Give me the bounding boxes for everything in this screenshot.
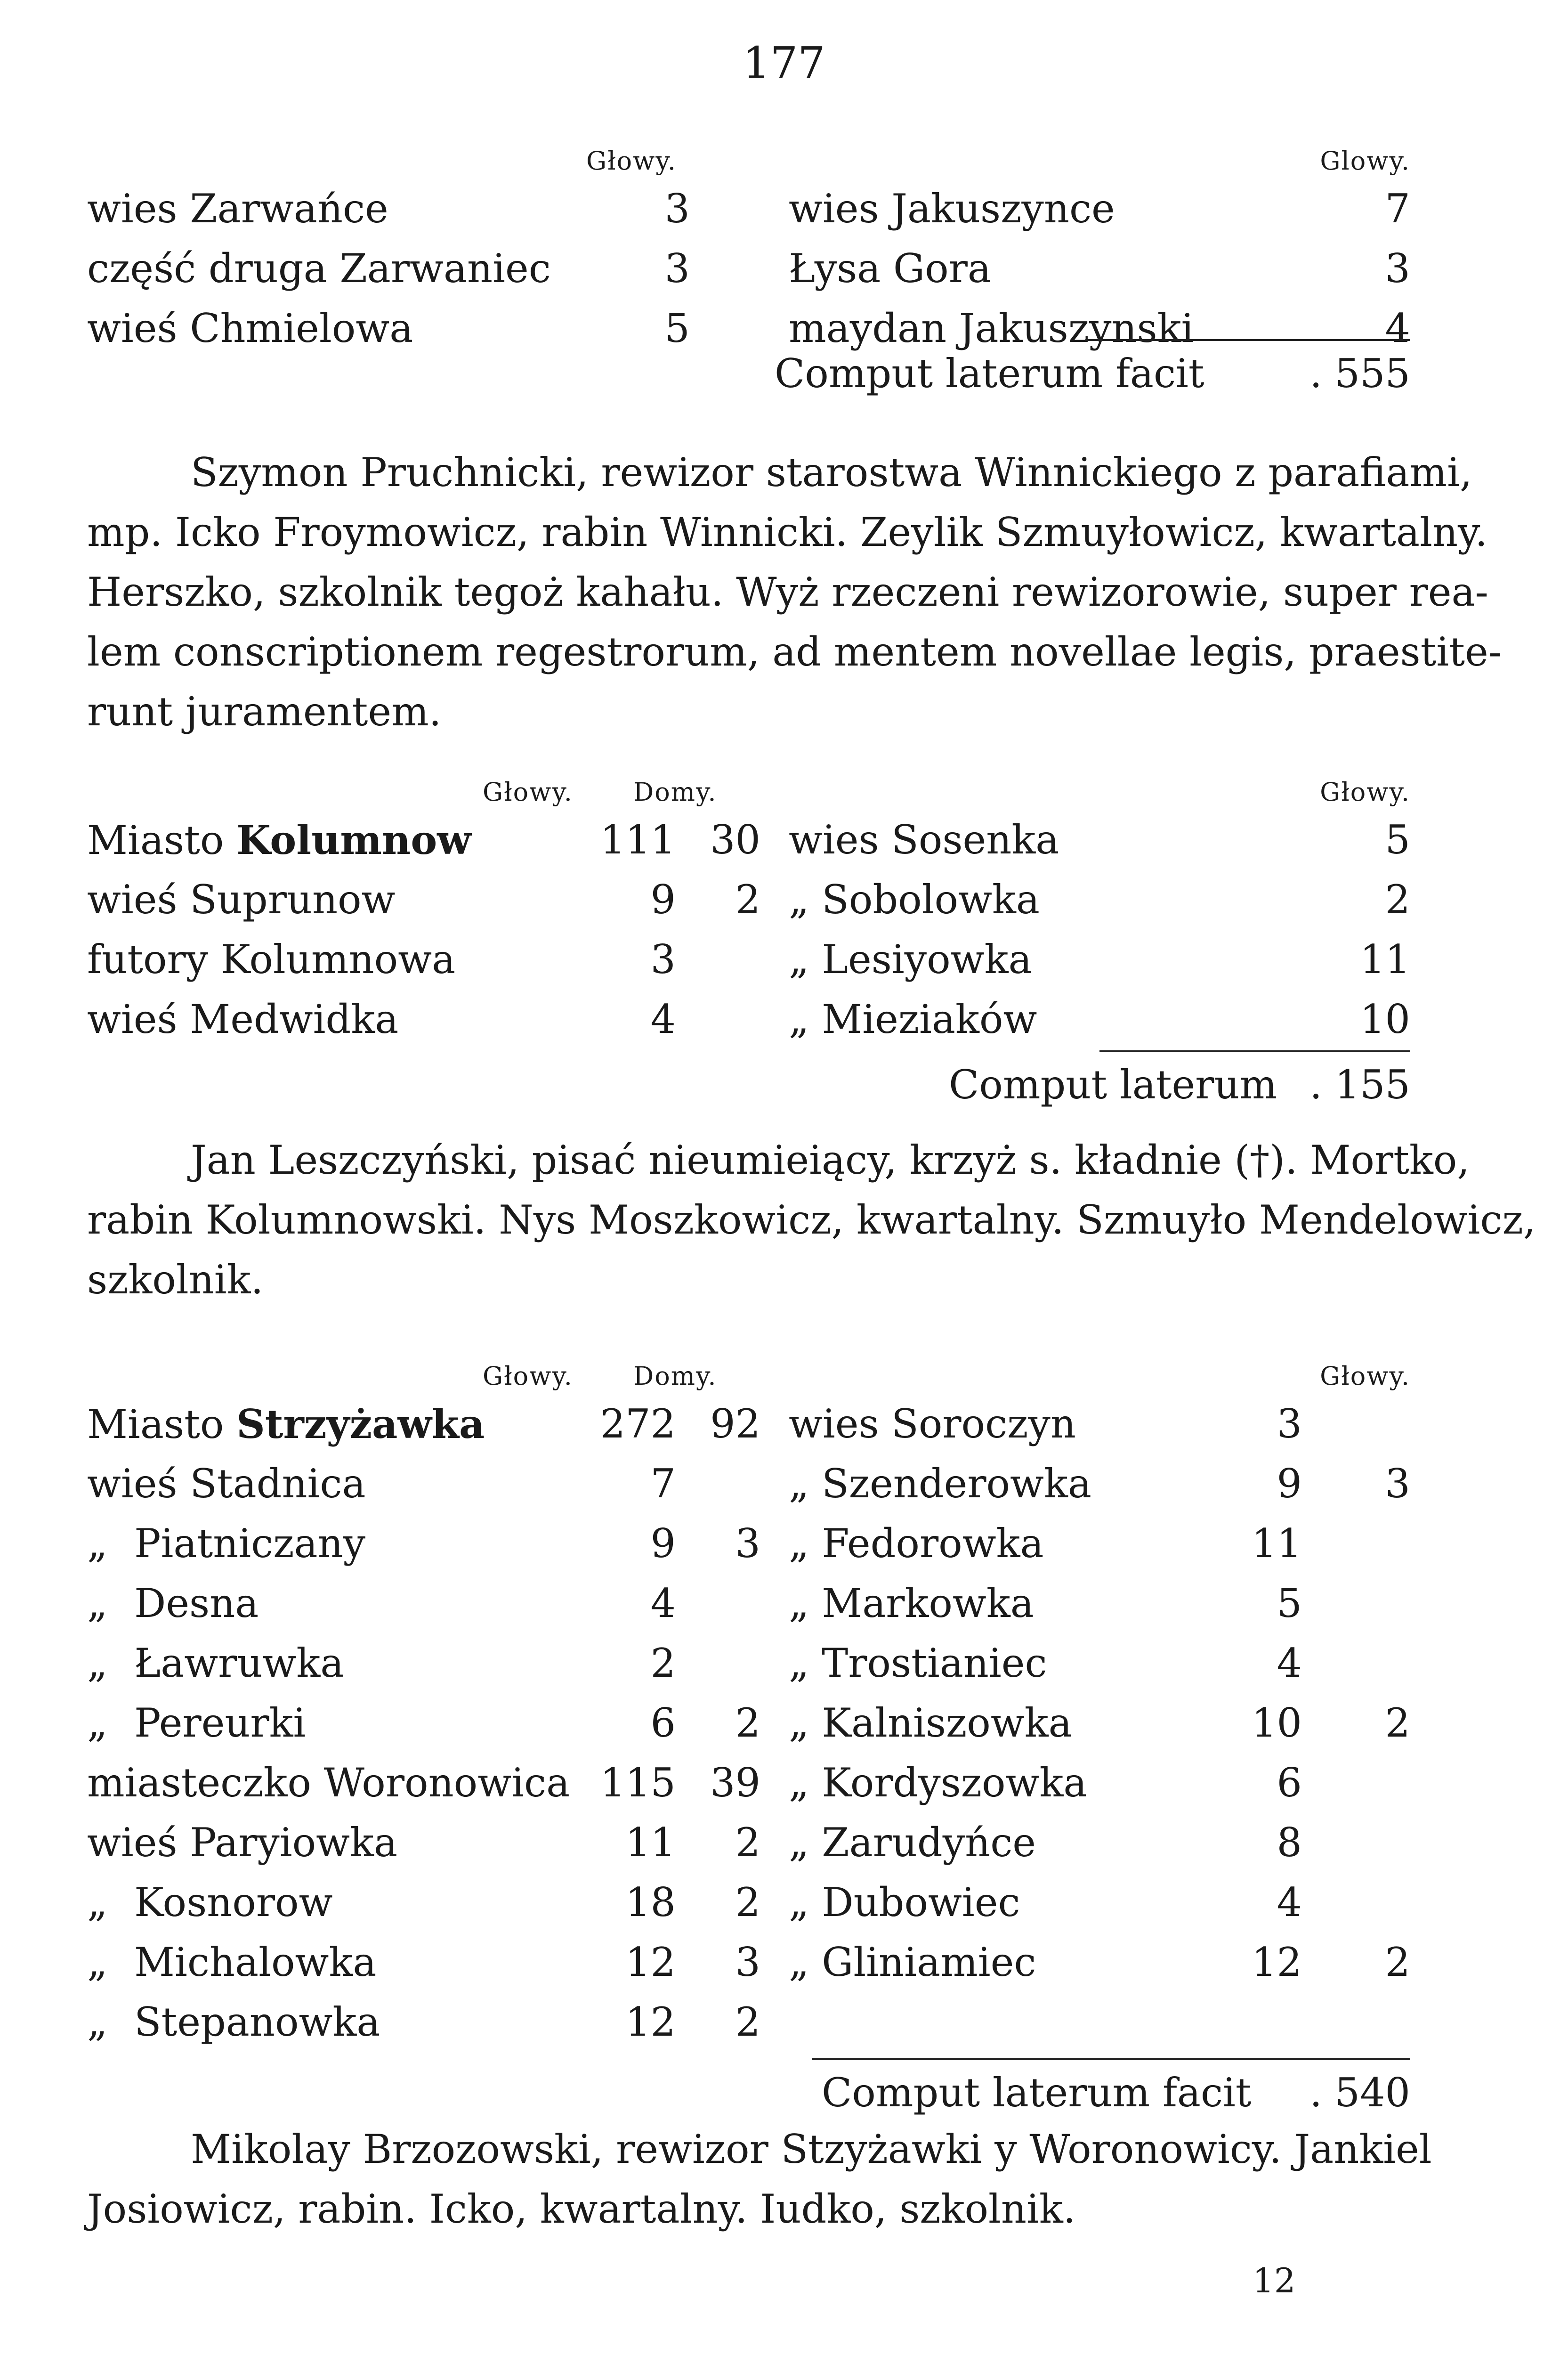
section-2-header (87, 772, 1410, 810)
table-row (87, 1454, 1410, 1514)
paragraph-line: runt juramentem. (87, 689, 442, 735)
row-glowy: 3 (664, 245, 690, 292)
row-name: „ Mieziaków (789, 996, 1037, 1042)
row-place: Strzyżawka (236, 1401, 485, 1447)
row-name (87, 1394, 485, 1454)
row-place: Pereurki (134, 1700, 306, 1746)
row-glowy: 11 (1360, 936, 1410, 983)
row-name (87, 810, 471, 870)
row-glowy: 4 (1277, 1640, 1302, 1686)
row-name: „ Zarudyńce (789, 1819, 1036, 1866)
row-glowy: 8 (1277, 1819, 1302, 1866)
row-name (87, 1992, 380, 2052)
row-glowy: 12 (625, 1999, 676, 2045)
row-place: Stepanowka (134, 1999, 380, 2045)
sum-rule (812, 2058, 1410, 2060)
row-place: Kosnorow (134, 1879, 333, 1925)
section-2-total (87, 1055, 1410, 1115)
row-name: wies Sosenka (789, 817, 1059, 863)
section-3-paragraph (87, 2120, 1432, 2239)
row-glowy: 6 (650, 1700, 676, 1746)
row-name (87, 1574, 259, 1633)
section-1-total (87, 344, 1410, 404)
row-glowy: 2 (650, 1640, 676, 1686)
table-row (87, 1992, 1410, 2052)
paragraph-line: rabin Kolumnowski. Nys Moszkowicz, kwartalny. Szmuyło Mendelowicz, (87, 1197, 1536, 1243)
section-3-total (87, 2063, 1410, 2123)
signature-mark: 12 (1253, 2261, 1296, 2300)
row-name (87, 1454, 366, 1514)
row-place: wieś Paryiowka (87, 1819, 398, 1866)
table-row (87, 1514, 1410, 1574)
paragraph-line: lem conscriptionem regestrorum, ad mentem novellae legis, praestite- (87, 629, 1502, 675)
row-place: Desna (134, 1580, 259, 1626)
header-glowy-right: Glowy. (1320, 146, 1410, 176)
header-glowy: Głowy. (483, 777, 573, 807)
row-name: „ Kordyszowka (789, 1760, 1087, 1806)
row-glowy: 5 (664, 305, 690, 351)
row-glowy: 4 (650, 1580, 676, 1626)
table-row (87, 239, 1410, 299)
table-row (87, 1574, 1410, 1633)
paragraph-line: szkolnik. (87, 1257, 264, 1303)
table-row (87, 1394, 1410, 1454)
table-row (87, 1813, 1410, 1873)
section-1-header (87, 141, 1410, 179)
row-place: Ławruwka (134, 1640, 344, 1686)
row-glowy: 10 (1252, 1700, 1302, 1746)
row-glowy: 12 (625, 1939, 676, 1985)
row-place: wieś Stadnica (87, 1461, 366, 1507)
row-domy: 2 (1385, 1700, 1410, 1746)
row-place: futory Kolumnowa (87, 936, 456, 983)
row-name (87, 990, 398, 1049)
row-prefix: Miasto (87, 817, 224, 863)
row-name (87, 1753, 570, 1813)
row-domy: 3 (1385, 1461, 1410, 1507)
sum-rule (1085, 339, 1410, 341)
row-glowy: 4 (1277, 1879, 1302, 1925)
total-label: Comput laterum (949, 1062, 1277, 1108)
row-domy: 92 (710, 1401, 760, 1447)
header-glowy-right: Głowy. (1320, 777, 1410, 807)
paragraph-line: Jan Leszczyński, pisać nieumieiący, krzyż s. kładnie (†). Mortko, (191, 1137, 1470, 1183)
row-glowy: 7 (1385, 186, 1410, 232)
table-row (87, 1873, 1410, 1933)
table-row (87, 179, 1410, 239)
row-glowy: 3 (650, 936, 676, 983)
paragraph-line: mp. Icko Froymowicz, rabin Winnicki. Zeylik Szmuyłowicz, kwartalny. (87, 509, 1488, 555)
row-name: wieś Chmielowa (87, 305, 413, 351)
row-prefix: Miasto (87, 1401, 224, 1447)
total-label: Comput laterum facit (775, 350, 1204, 397)
row-name: część druga Zarwaniec (87, 245, 551, 292)
row-name (87, 1693, 306, 1753)
row-glowy: 3 (664, 186, 690, 232)
table-row (87, 810, 1410, 870)
row-glowy: 9 (650, 877, 676, 923)
row-prefix: „ (87, 1520, 108, 1567)
row-name: „ Szenderowka (789, 1461, 1091, 1507)
row-domy: 2 (735, 1879, 760, 1925)
row-name: wies Jakuszynce (789, 186, 1115, 232)
row-glowy: 3 (1277, 1401, 1302, 1447)
row-name (87, 1813, 397, 1873)
row-prefix: „ (87, 1879, 108, 1925)
row-glowy: 4 (650, 996, 676, 1042)
row-glowy: 5 (1277, 1580, 1302, 1626)
row-domy: 2 (735, 1819, 760, 1866)
row-glowy: 4 (1385, 305, 1410, 351)
header-glowy-left: Głowy. (586, 146, 677, 176)
row-prefix: „ (87, 1999, 108, 2045)
row-place: miasteczko Woronowica (87, 1760, 570, 1806)
row-name: „ Dubowiec (789, 1879, 1020, 1925)
table-row (87, 930, 1410, 990)
row-glowy: 3 (1385, 245, 1410, 292)
row-name: „ Gliniamiec (789, 1939, 1036, 1985)
table-row (87, 1693, 1410, 1753)
row-glowy: 2 (1385, 877, 1410, 923)
header-glowy: Głowy. (483, 1361, 573, 1391)
row-name (87, 930, 455, 990)
row-glowy: 12 (1252, 1939, 1302, 1985)
header-glowy-right: Głowy. (1320, 1361, 1410, 1391)
row-name: „ Trostianiec (789, 1640, 1047, 1686)
row-prefix: „ (87, 1939, 108, 1985)
row-glowy: 10 (1360, 996, 1410, 1042)
row-domy: 3 (735, 1939, 760, 1985)
row-name: wies Zarwańce (87, 186, 388, 232)
row-domy: 2 (1385, 1939, 1410, 1985)
row-name: Łysa Gora (789, 245, 991, 292)
row-name: maydan Jakuszynski (789, 305, 1194, 351)
row-glowy: 111 (600, 817, 676, 863)
row-name (87, 1873, 332, 1933)
row-prefix: „ (87, 1700, 108, 1746)
paragraph-line: Josiowicz, rabin. Icko, kwartalny. Iudko, szkolnik. (87, 2186, 1076, 2232)
row-glowy: 9 (1277, 1461, 1302, 1507)
row-glowy: 11 (1252, 1520, 1302, 1567)
row-name (87, 1514, 365, 1574)
table-row (87, 990, 1410, 1049)
table-row (87, 870, 1410, 930)
sum-rule (1099, 1050, 1410, 1052)
row-domy: 30 (710, 817, 760, 863)
row-glowy: 9 (650, 1520, 676, 1567)
total-value: . 155 (1309, 1062, 1410, 1108)
row-name: „ Lesiyowka (789, 936, 1032, 983)
row-name (87, 870, 396, 930)
section-1-table (87, 141, 1410, 433)
row-name: „ Fedorowka (789, 1520, 1044, 1567)
row-glowy: 5 (1385, 817, 1410, 863)
row-name: wies Soroczyn (789, 1401, 1076, 1447)
table-row (87, 1753, 1410, 1813)
row-place: Michalowka (134, 1939, 377, 1985)
total-label: Comput laterum facit (822, 2070, 1252, 2116)
header-domy: Domy. (633, 777, 717, 807)
row-name (87, 1933, 376, 1992)
paragraph-line: Mikolay Brzozowski, rewizor Stzyżawki y Woronowicy. Jankiel (191, 2126, 1432, 2172)
section-3-table (87, 1356, 1410, 2129)
row-domy: 2 (735, 1700, 760, 1746)
row-glowy: 18 (625, 1879, 676, 1925)
total-value: . 555 (1309, 350, 1410, 397)
section-2-paragraph (87, 1130, 1536, 1310)
header-domy: Domy. (633, 1361, 717, 1391)
row-glowy: 115 (600, 1760, 676, 1806)
row-glowy: 11 (625, 1819, 676, 1866)
row-name (87, 1633, 344, 1693)
row-glowy: 6 (1277, 1760, 1302, 1806)
row-domy: 2 (735, 1999, 760, 2045)
section-2-table (87, 772, 1410, 1149)
total-value: . 540 (1309, 2070, 1410, 2116)
row-domy: 3 (735, 1520, 760, 1567)
row-prefix: „ (87, 1640, 108, 1686)
row-prefix: „ (87, 1580, 108, 1626)
row-place: Kolumnow (236, 817, 471, 863)
paragraph-line: Szymon Pruchnicki, rewizor starostwa Winnickiego z parafiami, (191, 449, 1472, 495)
row-name: „ Sobolowka (789, 877, 1040, 923)
row-glowy: 7 (650, 1461, 676, 1507)
page-number: 177 (743, 38, 825, 88)
row-place: Piatniczany (134, 1520, 366, 1567)
row-name: „ Markowka (789, 1580, 1034, 1626)
table-row (87, 1933, 1410, 1992)
row-domy: 39 (710, 1760, 760, 1806)
row-place: wieś Medwidka (87, 996, 399, 1042)
row-domy: 2 (735, 877, 760, 923)
paragraph-line: Herszko, szkolnik tegoż kahału. Wyż rzeczeni rewizorowie, super rea- (87, 569, 1488, 615)
row-name: „ Kalniszowka (789, 1700, 1072, 1746)
section-3-header (87, 1356, 1410, 1394)
table-row (87, 1633, 1410, 1693)
section-1-paragraph (87, 443, 1502, 742)
row-glowy: 272 (600, 1401, 676, 1447)
row-place: wieś Suprunow (87, 877, 396, 923)
